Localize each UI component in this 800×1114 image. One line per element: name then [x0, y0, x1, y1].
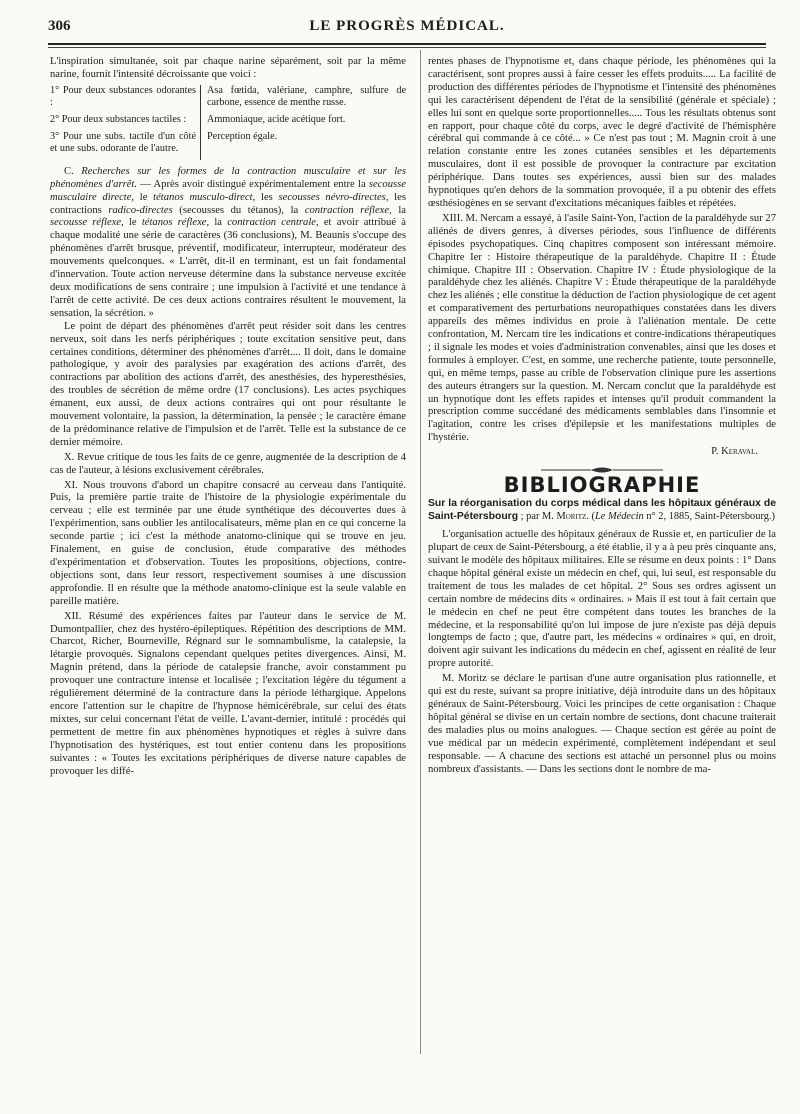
- section-xii-paragraph: XII. Résumé des expériences faites par l'auteur dans le service de M. Dumontpallier, chez des hystéro-épileptiques. Répétition des descriptions de MM. Charcot, Richer, Bourneville, Régnard sur le somnambulisme, la catalepsie, la létargie provoqués. Signalons cependant quelques petites divergences. Ainsi, M. Magnin prétend, dans la période de catalepsie franche, avoir constamment pu provoquer une contracture intense et localisée ; l'excitation légère du tégument a régulièrement déterminé de la contracture dans la période léthargique. Appelons encore l'attention sur le chapitre de l'hypnose hémicérébrale, sur celui des états mixtes, sur celui concernant l'état de veille. L'avant-dernier, intitulé : procédés qui permettent de mettre fin aux phénomènes hypnotiques et règles à suivre dans l'hypnotisation des hystériques, est tout entier contenu dans les propositions suivantes : « Toutes les excitations périphériques de diverse nature capables de provoquer les diffé-: [50, 610, 406, 777]
- table-row-value: Asa fœtida, valériane, camphre, sulfure de carbone, essence de menthe russe.: [201, 85, 407, 114]
- entry-title: Sur la réorganisation du corps médical dans les hôpitaux généraux de Saint-Pétersbourg: [428, 498, 776, 522]
- bibliographie-heading: BIBLIOGRAPHIE: [503, 473, 701, 498]
- continued-paragraph: rentes phases de l'hypnotisme et, dans chaque période, les phénomènes qui la caractérisent, sont propres aussi à faire cesser les effets produits..... La facilité de production des différentes périodes de l'hypnotisme et l'intensité des phénomènes qui les caractérisent dépendent de l'état de la sensibilité (générale et spéciale) ; elles lui sont en quelque sorte proportionnelles..... Tous les résultats obtenus sont en rapport, pour chaque côté du corps, avec le degré d'activité de l'hémisphère cérébral qui commande à ce côté... » Ce n'est pas tout ; M. Magnin croit à une relation constante entre les zones cutanées sensibles et les départements musculaires, dont il est possible de provoquer la contracture par excitation périphérique. Dans toutes ses expériences, aussi bien sur des malades hypnotiques qu'en dehors de la sommation provoquée, il a pu obtenir des effets œsthésiogènes en se servant d'excitations mécaniques faibles et répétées.: [428, 56, 776, 209]
- entry-author: M. Moritz: [542, 510, 587, 522]
- page-header: [48, 18, 766, 40]
- table-row-value: Ammoniaque, acide acétique fort.: [201, 114, 407, 131]
- table-row-label: 1° Pour deux substances odorantes :: [50, 84, 196, 108]
- right-column: [428, 56, 776, 776]
- table-row: [50, 114, 406, 131]
- intro-paragraph: L'inspiration simultanée, soit par chaque narine séparément, soit par la même narine, fournit l'intensité décroissante que voici :: [50, 56, 406, 80]
- page-number: 306: [48, 18, 71, 34]
- left-column: [50, 56, 406, 778]
- journal-title: LE PROGRÈS MÉDICAL.: [309, 18, 505, 34]
- column-divider: [420, 50, 421, 1054]
- table-row: [50, 131, 406, 160]
- author-signature: P. Keraval.: [711, 446, 758, 458]
- bibliography-entry-heading: Sur la réorganisation du corps médical dans les hôpitaux généraux de Saint-Pétersbourg ; par M. Moritz. (Le Médecin n° 2, 1885, Saint-Pétersbourg.): [428, 498, 776, 522]
- header-rule: [48, 43, 766, 48]
- bibliography-paragraph: M. Moritz se déclare le partisan d'une autre organisation plus rationnelle, et qui est du reste, suivant sa propre initiative, déjà introduite dans un des hôpitaux généraux de Saint-Pétersbourg. Voici les principes de cette organisation : Chaque hôpital général se divise en un certain nombre de sections, dont chacune traiterait des maladies plus ou moins analogues. — Chaque section est gérée au point de vue médical par un médecin expérimenté, complètement indépendant et seul responsable. — A chacune des sections est attaché un personnel plus ou moins nombreux d'assistants. — Dans les sections dont le nombre de ma-: [428, 673, 776, 775]
- section-x-paragraph: X. Revue critique de tous les faits de ce genre, augmentée de la description de 4 cas de l'auteur, à lésions exclusivement cérébrales.: [50, 451, 406, 476]
- bibliography-paragraph: L'organisation actuelle des hôpitaux généraux de Russie et, en particulier de la plupart de ceux de Saint-Pétersbourg, a été établie, il y a à peu près cinquante ans, suivant le modèle des hôpitaux militaires. Elle se résume en deux points : 1° Dans chaque hôpital général existe un médecin en chef, qui, lui seul, est responsable du traitement de tous les malades de cet hôpital. 2° Sous ses ordres agissent un certain nombre de médecins dits « ordinaires. » Mais il est tout à fait certain que le médecin en chef ne peut être compétent dans toutes les branches de la médecine, et la responsabilité qu'on lui impose de jure n'existe pas déjà depuis longtemps de facto ; que, d'autre part, les médecins « ordinaires » qui, en droit, doivent agir suivant les indications du médecin en chef, agissent en réalité de leur propre autorité.: [428, 529, 776, 670]
- senses-table: [50, 85, 406, 160]
- table-row-label: 3° Pour une subs. tactile d'un côté et une subs. odorante de l'autre.: [50, 130, 196, 154]
- arret-paragraph: Le point de départ des phénomènes d'arrêt peut résider soit dans les centres nerveux, soit dans les nerfs périphériques ; toute excitation sensitive peut, dans certaines conditions, déterminer des phénomènes d'arrêt.... Il doit, dans le domaine pathologique, y avoir des paralysies par exagération des actions d'arrêt, des contractions par abolition des actions d'arrêt, des anesthésies, des hyperesthésies, des troubles de sécrétion de même ordre (17 conclusions). Les actes psychiques émanent, eux aussi, de deux actions contraires qui ont pour résultante le mouvement volontaire, la passion, la détermination, la pensée ; le caractère émane de la prédominance relative de l'impulsion et de l'arrêt. Telle est la substance de ce dernier mémoire.: [50, 320, 406, 448]
- section-xiii-paragraph: XIII. M. Nercam a essayé, à l'asile Saint-Yon, l'action de la paraldéhyde sur 27 aliénés de divers genres, à diverses périodes, sous l'influence de différents épisodes psychopatiques. Cinq chapitres composent son intéressant mémoire. Chapitre Ier : Histoire thérapeutique de la paraldéhyde. Chapitre II : Étude chimique. Chapitre III : Observation. Chapitre IV : Étude physiologique de la paraldéhyde chez les aliénés. Chapitre V : Étude thérapeutique de la paraldéhyde chez les aliénés ; elle constitue la déduction de l'action physiologique de cet agent et comparativement des perturbations neuropathiques constatées dans les divers appareils des mêmes individus en proie à l'aliénation mentale. De cette confrontation, M. Nercam tire les indications et contre-indications thérapeutiques ; il signale les modes et voies d'administration convenables, ainsi que les doses et formules à employer. C'est, en somme, une recherche patiente, toute personnelle, qui, en même temps, passe au crible de l'observation clinique pure les assertions des auteurs étrangers sur la question. M. Nercam conclut que la paraldéhyde est un hypnotique dont les effets rapides et intenses qu'il produit commandent la prescription comme succédané des médicaments semblables dans l'insomnie et l'agitation, contre les crises d'épilepsie et les manifestations multiples de l'hystérie.: [428, 212, 776, 444]
- table-row-label: 2° Pour deux substances tactiles :: [50, 113, 187, 125]
- table-row: [50, 85, 406, 114]
- table-row-value: Perception égale.: [201, 131, 407, 160]
- section-c-paragraph: C. Recherches sur les formes de la contraction musculaire et sur les phénomènes d'arrêt. — Après avoir distingué expérimentalement entre la secousse musculaire directe, le tétanos musculo-direct, les secousses névro-directes, les contractions radico-directes (secousses du tétanos), la contraction réflexe, la secousse réflexe, le tétanos réflexe, la contraction centrale, et avoir attribué à chaque modalité une série de caractères (36 conclusions), M. Beaunis s'occupe des phénomènes d'arrêt brusque, préventif, modificateur, interrupteur, modérateur des mouvements quelconques. « L'arrêt, dit-il en terminant, est un fait fondamental d'innervation. Toute action nerveuse détermine dans la substance nerveuse excitée deux modifications de sens contraire ; une impulsion à l'activité et une tendance à l'arrêt de cette activité. De ces deux actions contraires résultent le mouvement, la sensation, la sécrétion. »: [50, 165, 406, 319]
- entry-source: n° 2, 1885, Saint-Pétersbourg.): [643, 510, 775, 522]
- entry-journal: Le Médecin: [594, 510, 644, 522]
- section-c-lead: C.: [64, 165, 74, 177]
- section-xi-paragraph: XI. Nous trouvons d'abord un chapitre consacré au cerveau dans l'antiquité. Puis, la première partie traite de l'histoire de la physiologie expérimentale du cerveau ; elle est terminée par une étude synthétique des découvertes dues à l'expérimention, sans oublier les antilocalisateurs, même plan en ce qui concerne la seconde partie ; ici c'est la méthode anatomo-clinique qui se trouve en jeu. Finalement, en guise de conclusion, étude comparative des méthodes d'expérimentation et d'observation. Toutes les propositions, objections, contre-objections sont, dans leur ressort, respectivement soumises à une discussion approfondie. Il en résulte que la méthode anatomo-clinique est la seule valable en pareille matière.: [50, 479, 406, 607]
- section-c-title: Recherches sur les formes de la contraction musculaire et sur les phénomènes d'arrêt.: [50, 165, 406, 190]
